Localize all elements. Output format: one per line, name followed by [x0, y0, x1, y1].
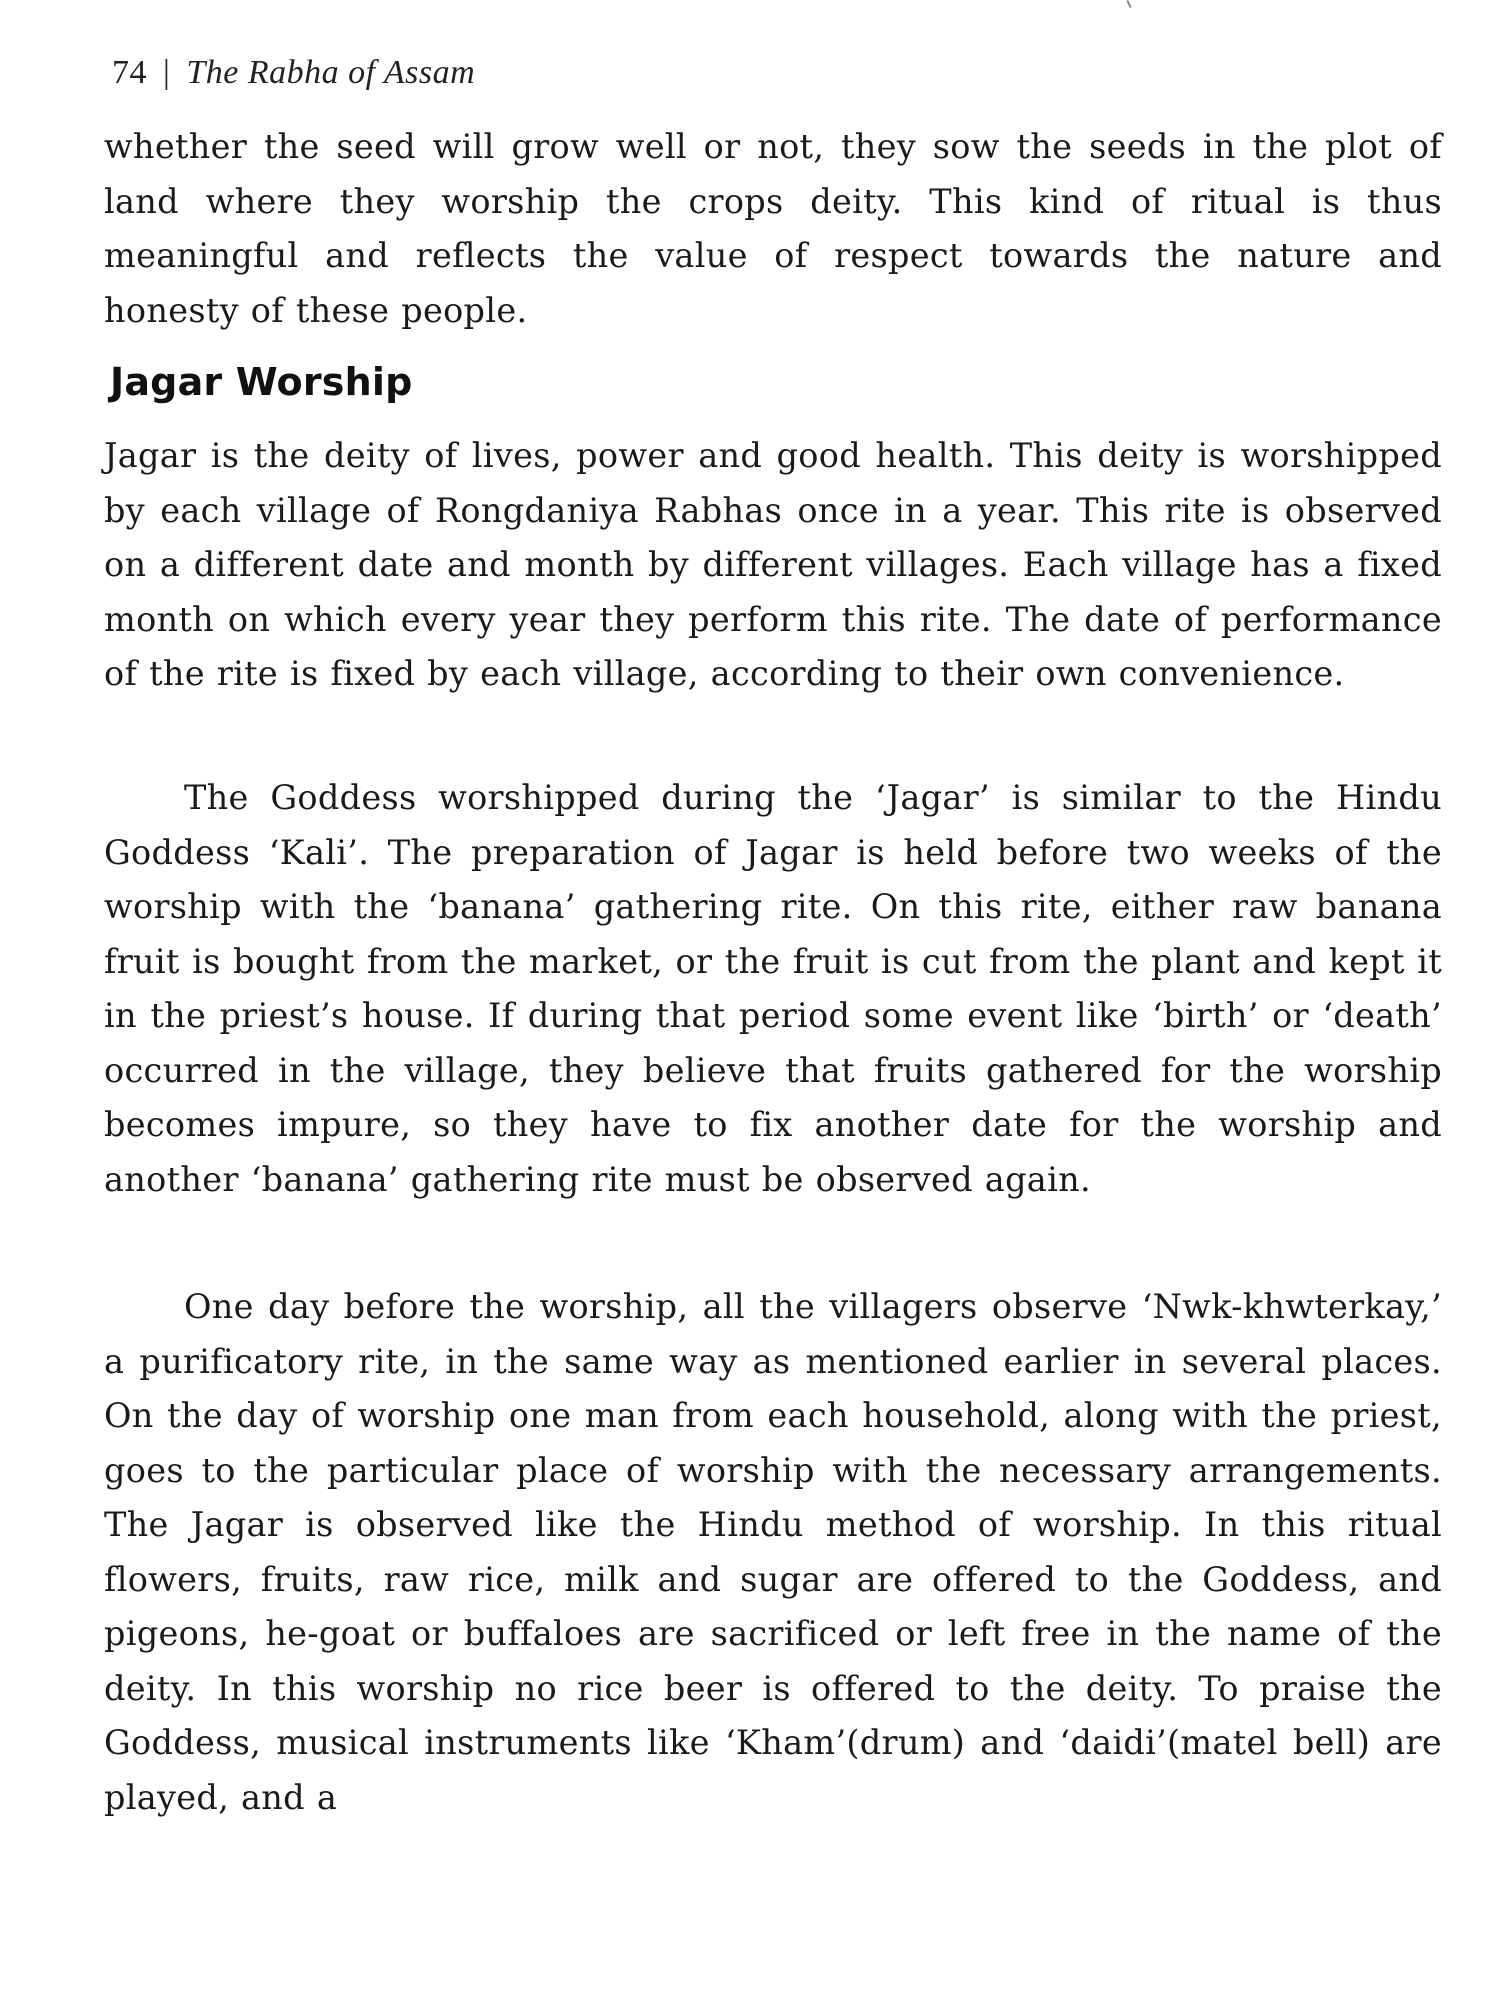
scan-artifact-mark: [1126, 0, 1131, 8]
section-heading: Jagar Worship: [110, 360, 413, 404]
book-title: The Rabha of Assam: [186, 54, 476, 91]
header-separator: |: [163, 54, 171, 91]
intro-paragraph: whether the seed will grow well or not, they sow the seeds in the plot of land where they worship the crops deity. This kind of ritual is thus meaningful and reflects the value of respect towards the nature and honesty of these people.: [104, 127, 1442, 330]
running-header: [112, 54, 475, 92]
paragraph-goddess-preparation: The Goddess worshipped during the ‘Jagar’ is similar to the Hindu Goddess ‘Kali’. The preparation of Jagar is held before two weeks of the worship with the ‘banana’ gathering rite. On this rite, either raw banana fruit is bought from the market, or the fruit is cut from the plant and kept it in the priest’s house. If during that period some event like ‘birth’ or ‘death’ occurred in the village, they believe that fruits gathered for the worship becomes impure, so they have to fix another date for the worship and another ‘banana’ gathering rite must be observed again.: [104, 778, 1442, 1199]
paragraph-jagar-deity: Jagar is the deity of lives, power and good health. This deity is worshipped by each village of Rongdaniya Rabhas once in a year. This rite is observed on a different date and month by different villages. Each village has a fixed month on which every year they perform this rite. The date of performance of the rite is fixed by each village, according to their own convenience.: [104, 436, 1442, 693]
paragraph-worship-day: One day before the worship, all the villagers observe ‘Nwk-khwterkay,’ a purificatory rite, in the same way as mentioned earlier in several places. On the day of worship one man from each household, along with the priest, goes to the particular place of worship with the necessary arrangements. The Jagar is observed like the Hindu method of worship. In this ritual flowers, fruits, raw rice, milk and sugar are offered to the Goddess, and pigeons, he-goat or buffaloes are sacrificed or left free in the name of the deity. In this worship no rice beer is offered to the deity. To praise the Goddess, musical instruments like ‘Kham’(drum) and ‘daidi’(matel bell) are played, and a: [104, 1287, 1442, 1817]
page-number: 74: [112, 54, 147, 91]
